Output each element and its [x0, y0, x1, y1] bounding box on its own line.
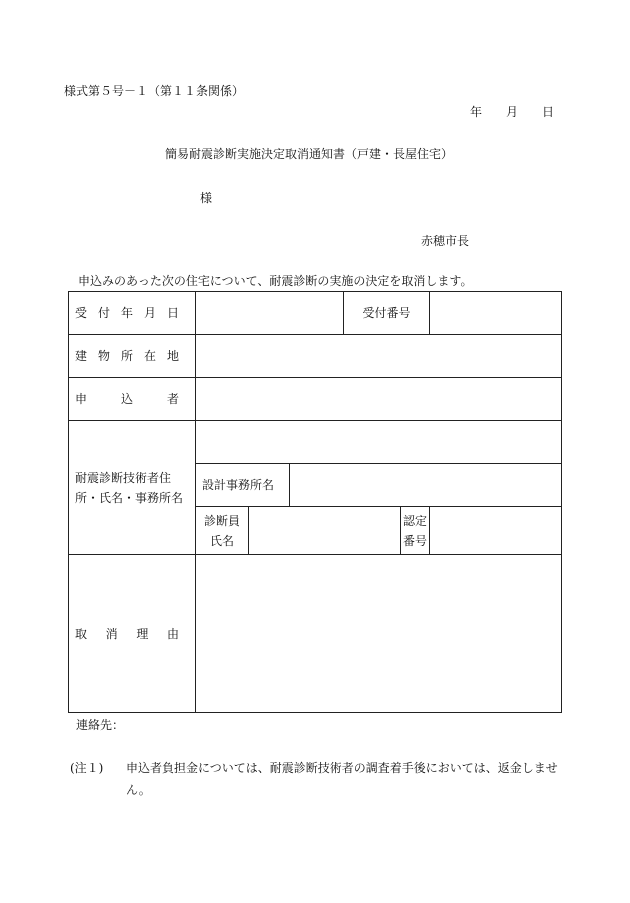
date-month: 月 [506, 105, 519, 119]
receipt-number-label: 受付番号 [344, 292, 430, 335]
addressee-suffix: 様 [200, 191, 213, 205]
receipt-date-label: 受 付 年 月 日 [69, 292, 196, 335]
design-office-label: 設計事務所名 [196, 464, 290, 507]
certification-number-value[interactable] [430, 507, 562, 555]
building-location-value[interactable] [196, 335, 562, 378]
inspector-name-value[interactable] [249, 507, 401, 555]
date-line [470, 103, 554, 120]
receipt-date-value[interactable] [196, 292, 344, 335]
intro-text: 申込みのあった次の住宅について、耐震診断の実施の決定を取消します。 [78, 274, 473, 288]
form-number: 様式第５号－１（第１１条関係） [64, 84, 245, 98]
row-cancel-reason [69, 555, 562, 713]
contact-label: 連絡先： [76, 718, 125, 732]
date-year: 年 [470, 105, 483, 119]
applicant-label: 申 込 者 [69, 378, 196, 421]
inspector-name-label: 診断員 氏名 [196, 507, 249, 555]
cancel-reason-value[interactable] [196, 555, 562, 713]
notice-table [68, 291, 562, 713]
applicant-value[interactable] [196, 378, 562, 421]
certification-number-label: 認定 番号 [401, 507, 430, 555]
note-id: (注１) [70, 761, 104, 775]
row-building-location [69, 335, 562, 378]
row-technician-address [69, 421, 562, 464]
cancel-reason-label: 取 消 理 由 [69, 555, 196, 713]
technician-address-value[interactable] [196, 421, 562, 464]
design-office-value[interactable] [290, 464, 562, 507]
building-location-label: 建 物 所 在 地 [69, 335, 196, 378]
row-applicant [69, 378, 562, 421]
issuer: 赤穂市長 [421, 234, 470, 248]
row-receipt [69, 292, 562, 335]
receipt-number-value[interactable] [430, 292, 562, 335]
technician-label: 耐震診断技術者住所・氏名・事務所名 [69, 421, 196, 555]
note-text: 申込者負担金については、耐震診断技術者の調査着手後においては、返金しません。 [126, 761, 558, 797]
date-day: 日 [542, 105, 555, 119]
document-title: 簡易耐震診断実施決定取消通知書（戸建・長屋住宅） [165, 147, 454, 161]
